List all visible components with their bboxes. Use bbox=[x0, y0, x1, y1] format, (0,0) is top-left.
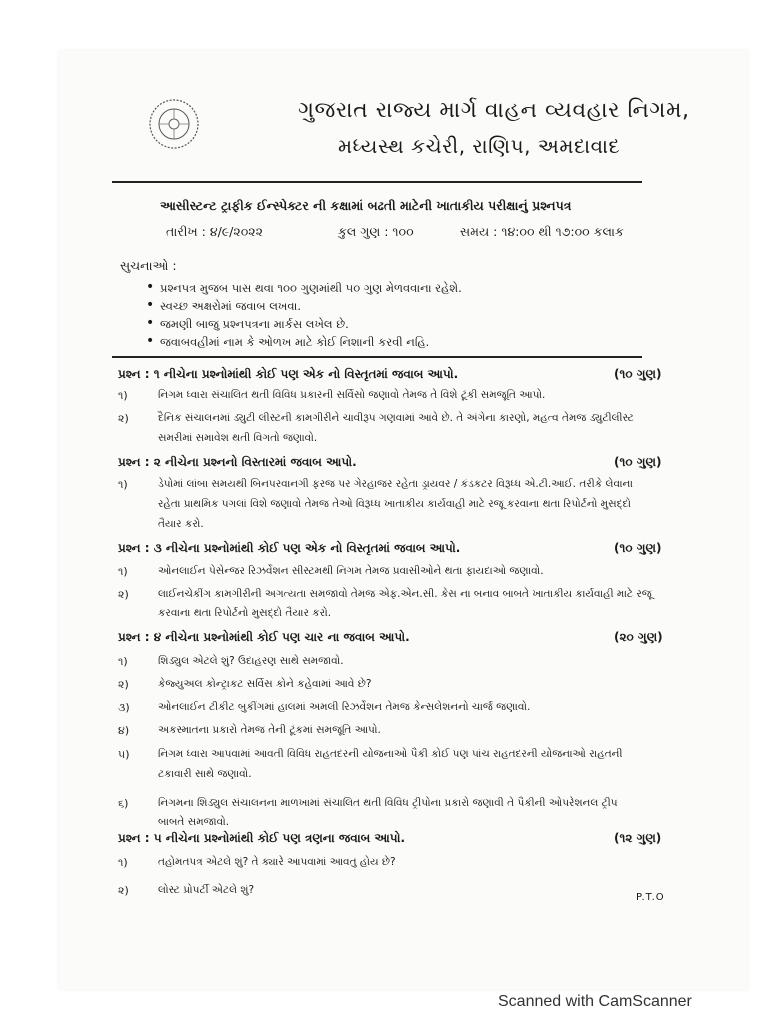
question-number: ૧) bbox=[118, 856, 128, 869]
question-text: ઓનલાઈન પેસેન્જર રિઝર્વેશન સીસ્ટમથી નિગમ તેમજ પ્રવાસીઓને થતા ફાયદાઓ જણાવો. bbox=[158, 565, 544, 577]
question-number: ૨) bbox=[118, 412, 129, 425]
instruction-item: • જવાબવહીમાં નામ કે ઓળખ માટે કોઈ નિશાની કરવી નહિ. bbox=[160, 335, 429, 350]
organization-address: મધ્યસ્થ કચેરી, રાણિપ, અમદાવાદ bbox=[338, 134, 621, 158]
question-1-title: પ્રશ્ન : ૧ નીચેના પ્રશ્નોમાંથી કોઈ પણ એક નો વિસ્તૃતમાં જવાબ આપો. bbox=[118, 367, 459, 381]
question-text: કેજ્યુઅલ કોન્ટ્રાકટ સર્વિસ કોને કહેવામાં આવે છે? bbox=[158, 678, 372, 690]
question-number: ૨) bbox=[118, 678, 129, 691]
question-number: ૧) bbox=[118, 655, 128, 668]
question-text: નિગમ ધ્વારા સંચાલિત થતી વિવિધ પ્રકારની સર્વિસો જણાવો તેમજ તે વિશે ટૂંકી સમજૂતિ આપો. bbox=[158, 389, 546, 401]
exam-time: સમય : ૧૪:૦૦ થી ૧૭:૦૦ કલાક bbox=[460, 224, 624, 239]
question-text: ડેપોમાં લાંબા સમયથી બિનપરવાનગી ફરજ પર ગેરહાજર રહેતા ડ્રાયવર / કંડકટર વિરૂધ્ધ એ.ટી.આઈ. તરીકે લેવાના bbox=[158, 478, 633, 490]
exam-subject: આસીસ્ટન્ટ ટ્રાફીક ઈન્સ્પેક્ટર ની કક્ષામાં બઢતી માટેની ખાતાકીય પરીક્ષાનું પ્રશ્નપત્ર bbox=[160, 198, 572, 213]
question-1-marks: (૧૦ ગુણ) bbox=[614, 367, 662, 381]
question-text: નિગમ ધ્વારા આપવામાં આવતી વિવિધ રાહતદરની યોજનાઓ પૈકી કોઈ પણ પાંચ રાહતદરની યોજનાઓ રાહતની bbox=[158, 748, 623, 760]
instruction-item: • જમણી બાજુ પ્રશ્નપત્રના માર્કસ લખેલ છે. bbox=[160, 317, 349, 332]
instruction-item: • સ્વચ્છ અક્ષરોમાં જવાબ લખવા. bbox=[160, 299, 301, 314]
exam-date: તારીખ : ૪/૯/૨૦૨૨ bbox=[166, 224, 263, 239]
exam-total-marks: કુલ ગુણ : ૧૦૦ bbox=[338, 224, 414, 239]
organization-name: ગુજરાત રાજ્ય માર્ગ વાહન વ્યવહાર નિગમ, bbox=[298, 98, 690, 123]
question-number: ૫) bbox=[118, 748, 130, 761]
question-number: ૧) bbox=[118, 478, 128, 491]
instruction-item: • પ્રશ્નપત્ર મુજબ પાસ થવા ૧૦૦ ગુણમાંથી ૫૦ ગુણ મેળવવાના રહેશે. bbox=[160, 281, 462, 296]
question-4-title: પ્રશ્ન : ૪ નીચેના પ્રશ્નોમાંથી કોઈ પણ ચાર ના જવાબ આપો. bbox=[118, 630, 410, 644]
corporation-seal-icon bbox=[148, 98, 200, 150]
question-3-marks: (૧૦ ગુણ) bbox=[614, 541, 662, 555]
question-text: દૈનિક સંચાલનમાં ડ્યુટી લીસ્ટની કામગીરીને ચાવીરૂપ ગણવામાં આવે છે. તે અંગેના કારણો, મહત્વ તેમજ ડ્યુટીલીસ્ટ bbox=[158, 412, 634, 424]
section-divider bbox=[112, 356, 642, 358]
question-text: બાબતે સમજાવો. bbox=[158, 816, 230, 828]
question-text: નિગમના શિડ્યુલ સંચાલનના માળખામાં સંચાલિત થતી વિવિધ ટ્રીપોના પ્રકારો જણાવી તે પૈકીની ઓપરેશનલ ટ્રીપ bbox=[158, 797, 618, 809]
question-text: ટકાવારી સાથે જણાવો. bbox=[158, 768, 252, 780]
question-text: તહોમતપત્ર એટલે શું? તે ક્યારે આપવામાં આવતુ હોય છે? bbox=[158, 856, 396, 868]
question-text: ઓનલાઈન ટીકીટ બુકીંગમાં હાલમાં અમલી રિઝર્વેશન તેમજ કેન્સલેશનનો ચાર્જ જણાવો. bbox=[158, 701, 531, 713]
question-2-marks: (૧૦ ગુણ) bbox=[614, 455, 662, 469]
instructions-heading: સુચનાઓ : bbox=[120, 258, 177, 273]
header-divider bbox=[112, 181, 642, 183]
question-text: અકસ્માતના પ્રકારો તેમજ તેની ટૂંકમાં સમજૂતિ આપો. bbox=[158, 724, 381, 736]
question-2-title: પ્રશ્ન : ૨ નીચેના પ્રશ્નનો વિસ્તારમાં જવાબ આપો. bbox=[118, 455, 357, 469]
question-text: તૈયાર કરો. bbox=[158, 518, 204, 530]
question-4-marks: (૨૦ ગુણ) bbox=[614, 630, 663, 644]
question-number: ૨) bbox=[118, 588, 129, 601]
question-text: કરવાના થતા રિપોર્ટનો મુસદ્દો તૈયાર કરો. bbox=[158, 607, 332, 619]
question-5-marks: (૧૨ ગુણ) bbox=[614, 831, 662, 845]
question-text: શિડ્યુલ એટલે શું? ઉદાહરણ સાથે સમજાવો. bbox=[158, 655, 344, 667]
question-number: ૪) bbox=[118, 724, 130, 737]
question-text: લાઈનચેકીંગ કામગીરીની અગત્યતા સમજાવો તેમજ એફ.એન.સી. કેસ ના બનાવ બાબતે ખાતાકીય કાર્યવાહી માટે રજૂ bbox=[158, 588, 652, 600]
question-number: ૨) bbox=[118, 884, 129, 897]
question-number: ૧) bbox=[118, 389, 128, 402]
question-number: ૧) bbox=[118, 565, 128, 578]
question-5-title: પ્રશ્ન : ૫ નીચેના પ્રશ્નોમાંથી કોઈ પણ ત્રણના જવાબ આપો. bbox=[118, 831, 406, 845]
scanner-watermark: Scanned with CamScanner bbox=[498, 993, 692, 1010]
question-text: લોસ્ટ પ્રોપર્ટી એટલે શું? bbox=[158, 884, 255, 896]
question-number: ૩) bbox=[118, 701, 130, 714]
question-text: સમરીમાં સમાવેશ થતી વિગતો જણાવો. bbox=[158, 432, 318, 444]
question-3-title: પ્રશ્ન : ૩ નીચેના પ્રશ્નોમાંથી કોઈ પણ એક નો વિસ્તૃતમાં જવાબ આપો. bbox=[118, 541, 461, 555]
question-number: ૬) bbox=[118, 797, 129, 810]
question-text: રહેતા પ્રાથમિક પગલાં વિશે જણાવો તેમજ તેઓ વિરૂધ્ધ ખાતાકીય કાર્યવાહી માટે રજૂ કરવાના થતા રિપોર્ટનો મુસદ્દો bbox=[158, 498, 631, 510]
page-turn-mark: P.T.O bbox=[636, 892, 665, 903]
